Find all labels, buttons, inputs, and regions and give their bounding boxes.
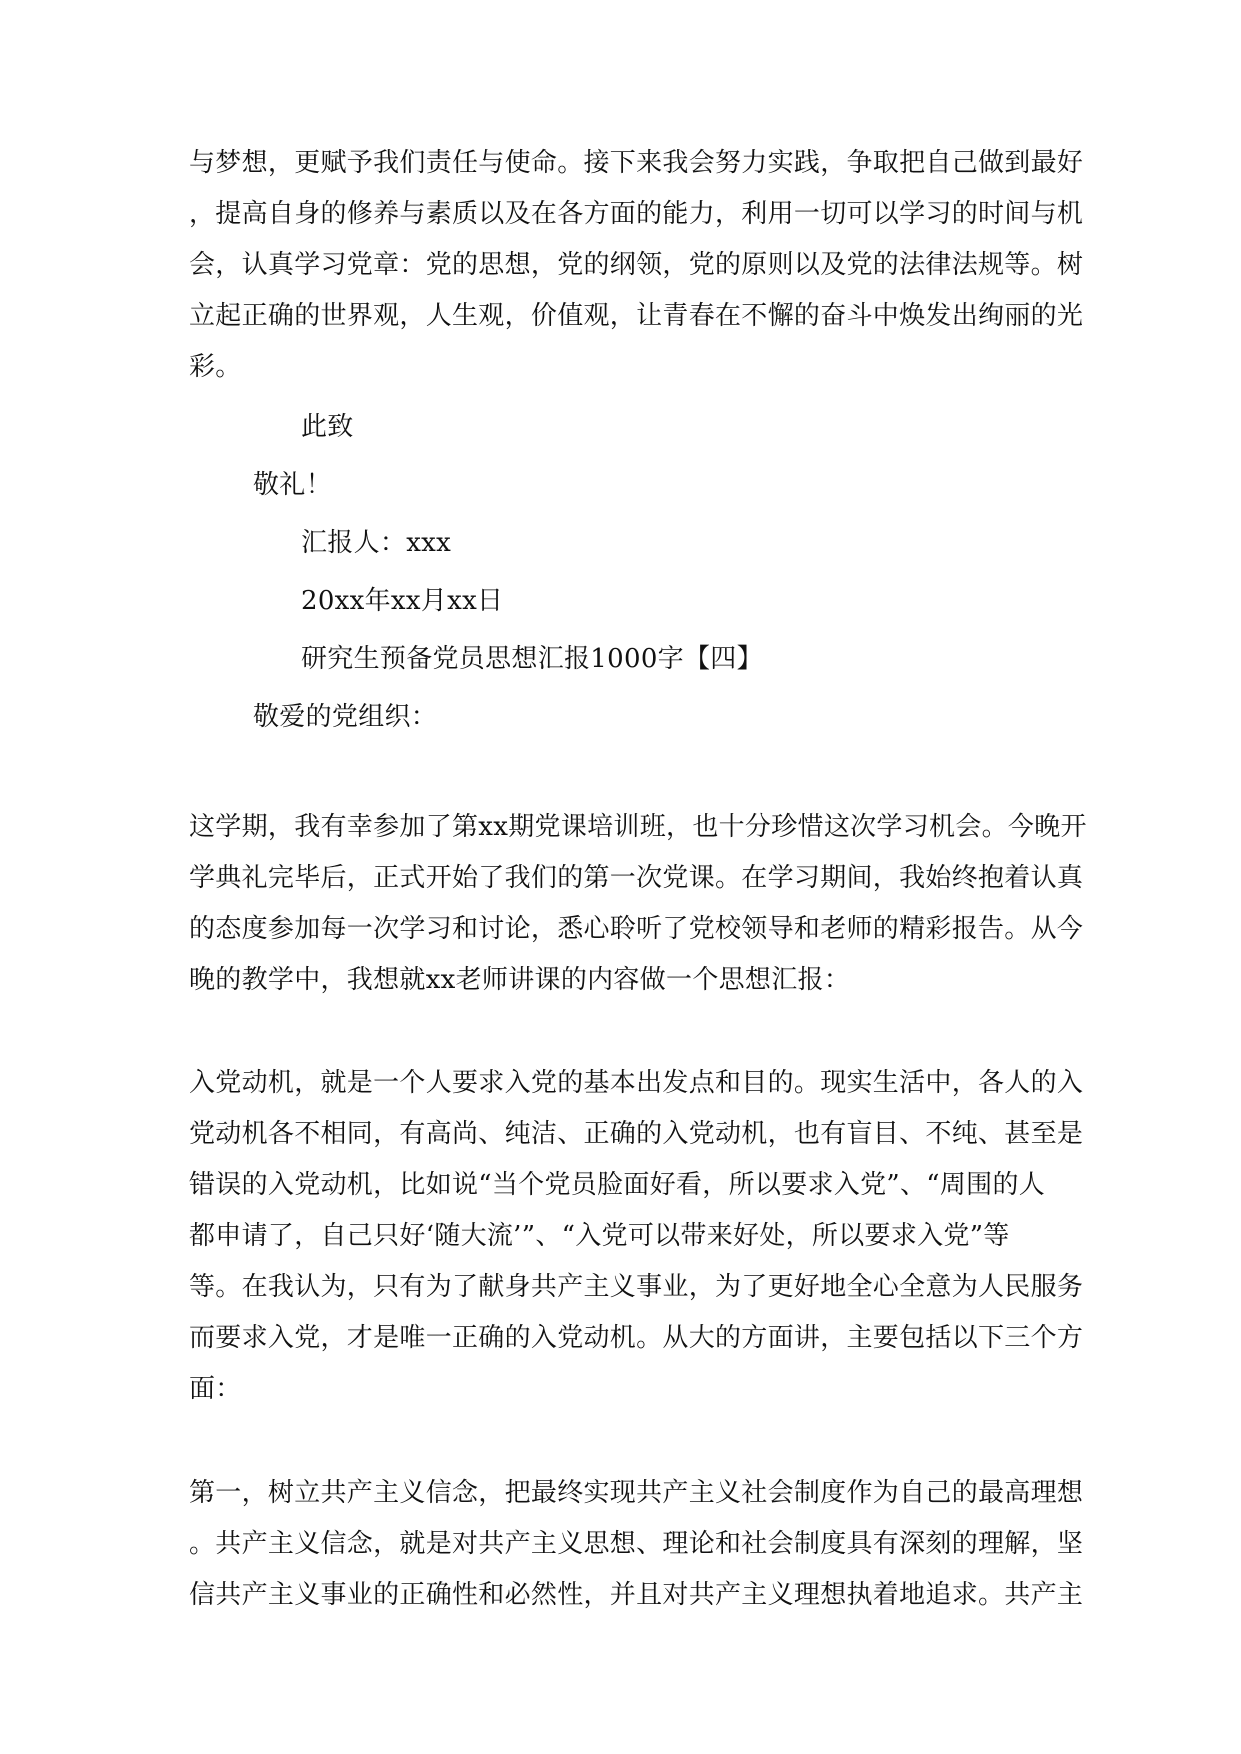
- paragraph-line: 面：: [189, 1374, 242, 1404]
- report-date: 20xx年xx月xx日: [301, 586, 504, 616]
- paragraph-line: 第一，树立共产主义信念，把最终实现共产主义社会制度作为自己的最高理想: [189, 1478, 1084, 1508]
- paragraph-line: 错误的入党动机，比如说“当个党员脸面好看，所以要求入党”、“周围的人: [189, 1170, 1046, 1200]
- reporter-name: 汇报人：xxx: [301, 528, 452, 558]
- paragraph-line: 。共产主义信念，就是对共产主义思想、理论和社会制度具有深刻的理解，坚: [189, 1529, 1084, 1559]
- paragraph-line: 的态度参加每一次学习和讨论，悉心聆听了党校领导和老师的精彩报告。从今: [189, 914, 1084, 944]
- paragraph-line: 这学期，我有幸参加了第xx期党课培训班，也十分珍惜这次学习机会。今晚开: [189, 812, 1087, 842]
- paragraph-line: 等。在我认为，只有为了献身共产主义事业，为了更好地全心全意为人民服务: [189, 1272, 1084, 1302]
- paragraph-line: 都申请了，自己只好‘随大流’”、“入党可以带来好处，所以要求入党”等: [189, 1221, 1010, 1251]
- paragraph-line: 彩。: [189, 352, 242, 382]
- salute-text: 敬礼！: [253, 470, 332, 500]
- paragraph-line: 学典礼完毕后，正式开始了我们的第一次党课。在学习期间，我始终抱着认真: [189, 863, 1084, 893]
- greeting-text: 敬爱的党组织：: [253, 702, 438, 732]
- paragraph-line: ，提高自身的修养与素质以及在各方面的能力，利用一切可以学习的时间与机: [189, 199, 1084, 229]
- paragraph-line: 党动机各不相同，有高尚、纯洁、正确的入党动机，也有盲目、不纯、甚至是: [189, 1119, 1084, 1149]
- paragraph-line: 入党动机，就是一个人要求入党的基本出发点和目的。现实生活中，各人的入: [189, 1068, 1084, 1098]
- paragraph-line: 晚的教学中，我想就xx老师讲课的内容做一个思想汇报：: [189, 965, 851, 995]
- paragraph-line: 而要求入党，才是唯一正确的入党动机。从大的方面讲，主要包括以下三个方: [189, 1323, 1084, 1353]
- closing-text: 此致: [301, 412, 354, 442]
- paragraph-line: 信共产主义事业的正确性和必然性，并且对共产主义理想执着地追求。共产主: [189, 1580, 1084, 1610]
- section-title: 研究生预备党员思想汇报1000字【四】: [301, 644, 763, 674]
- paragraph-line: 立起正确的世界观，人生观，价值观，让青春在不懈的奋斗中焕发出绚丽的光: [189, 301, 1084, 331]
- paragraph-line: 会，认真学习党章：党的思想，党的纲领，党的原则以及党的法律法规等。树: [189, 250, 1084, 280]
- paragraph-line: 与梦想，更赋予我们责任与使命。接下来我会努力实践，争取把自己做到最好: [189, 148, 1084, 178]
